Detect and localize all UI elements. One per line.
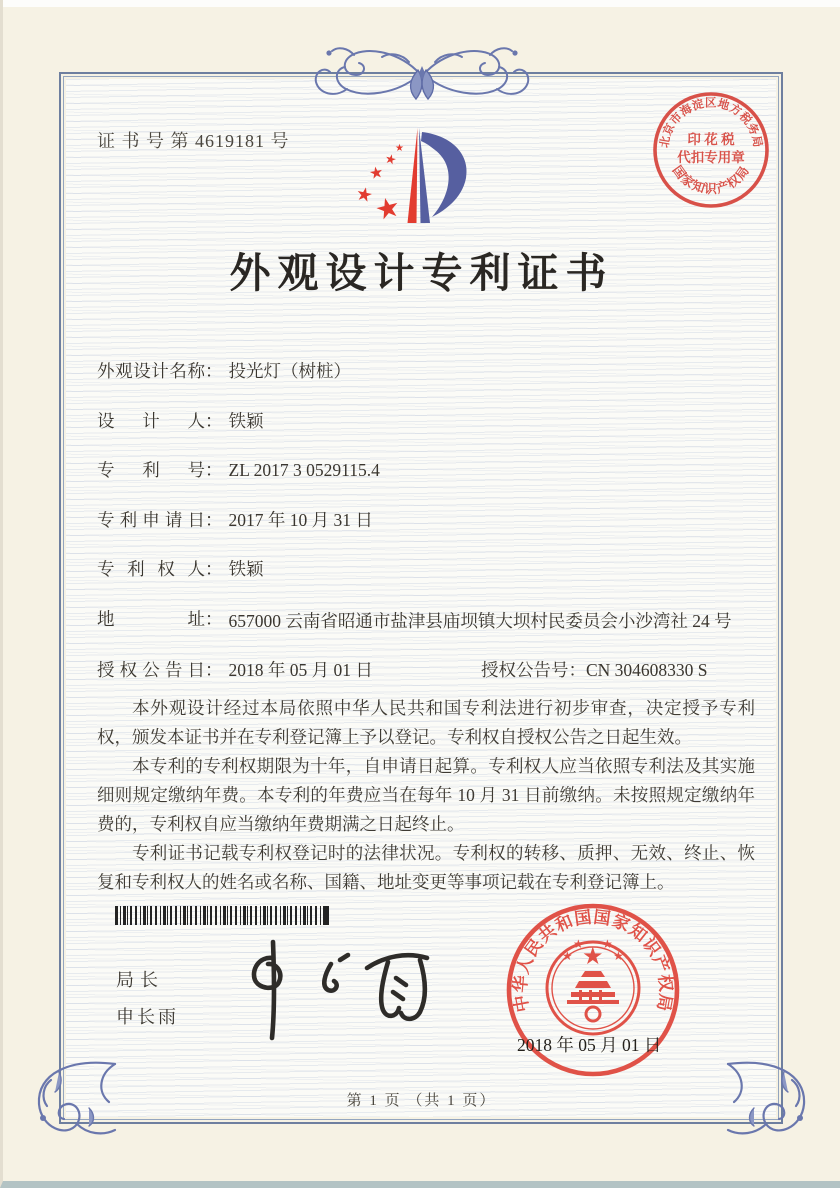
svg-text:★: ★ — [367, 164, 385, 184]
tax-stamp-ring-bottom: 国家知识产权局 — [669, 163, 753, 197]
svg-text:★: ★ — [562, 949, 573, 963]
director-title: 局长 — [116, 970, 164, 990]
cnipa-logo-icon — [351, 122, 487, 236]
field-label: 专利号 — [97, 460, 205, 480]
grant-number-value: CN 304608330 S — [586, 660, 708, 680]
barcode — [115, 906, 329, 925]
grant-date-value: 2018 年 05 月 01 日 — [228, 660, 373, 680]
field-label: 设计人 — [97, 410, 205, 431]
field-value: 657000 云南省昭通市盐津县庙坝镇大坝村民委员会小沙湾社 24 号 — [228, 610, 732, 631]
field-list — [97, 360, 767, 709]
body-paragraph: 本外观设计经过本局依照中华人民共和国专利法进行初步审查，决定授予专利权，颁发本证书并在专利登记簿上予以登记。专利权自授权公告之日起生效。 — [97, 698, 755, 747]
field-row-filing-date: 专利申请日： 2017 年 10 月 31 日 — [97, 509, 373, 530]
body-text — [97, 694, 755, 897]
signature-icon — [239, 938, 449, 1048]
field-value: 铁颖 — [228, 410, 264, 431]
field-label: 专利权人 — [97, 559, 205, 579]
svg-text:★: ★ — [371, 191, 404, 228]
grant-number-field: 授权公告号：CN 304608330 S — [481, 660, 708, 680]
field-label: 外观设计名称 — [97, 361, 205, 381]
certificate-title: 外观设计专利证书 — [229, 250, 614, 296]
field-row-address: 地址： 657000 云南省昭通市盐津县庙坝镇大坝村民委员会小沙湾社 24 号 — [97, 608, 767, 632]
field-value: 铁颖 — [228, 559, 264, 579]
svg-text:国家知识产权局 — [670, 163, 753, 196]
svg-text:★: ★ — [383, 150, 399, 168]
body-paragraph: 本专利的专利权期限为十年，自申请日起算。专利权人应当依照专利法及其实施细则规定缴纳年费。本专利的年费应当在每年 10 月 31 日前缴纳。未按照规定缴纳年费的，专利权自应当缴纳年费期满之日起终止。 — [97, 756, 755, 834]
tax-stamp-ring-top: 北京市海淀区地方税务局 — [658, 97, 764, 149]
svg-text:★: ★ — [573, 937, 584, 951]
field-row-patentee: 专利权人： 铁颖 — [97, 559, 264, 579]
svg-text:★: ★ — [353, 183, 375, 208]
svg-text:★: ★ — [602, 937, 613, 951]
page-number: 第 1 页 （共 1 页） — [346, 1093, 497, 1109]
svg-text:★: ★ — [613, 949, 624, 963]
svg-text:★: ★ — [582, 944, 604, 970]
field-label: 授权公告号 — [481, 660, 569, 680]
national-emblem-icon — [547, 937, 639, 1034]
field-value: 投光灯（树桩） — [228, 361, 351, 381]
body-paragraph: 专利证书记载专利权登记时的法律状况。专利权的转移、质押、无效、终止、恢复和专利权人的姓名或名称、国籍、地址变更等事项记载在专利登记簿上。 — [97, 843, 755, 892]
certificate-number: 证 书 号 第 4619181 号 — [97, 131, 290, 151]
field-value: ZL 2017 3 0529115.4 — [228, 460, 380, 480]
field-value: 2017 年 10 月 31 日 — [228, 509, 373, 530]
dragon-ornament-icon — [302, 40, 542, 104]
tax-stamp-seal — [647, 86, 775, 214]
field-row-patent-number: 专利号： ZL 2017 3 0529115.4 — [97, 460, 380, 480]
field-row-grant: 授权公告日： 2018 年 05 月 01 日 授权公告号：CN 304608330 S — [97, 660, 708, 680]
official-seal-ring-text: 中华人民共和国国家知识产权局 — [510, 907, 676, 1014]
field-label: 地址 — [97, 608, 205, 629]
tax-stamp-center-line1: 印 花 税 — [687, 132, 735, 147]
tax-stamp-center-line2: 代扣专用章 — [677, 150, 745, 165]
svg-text:★: ★ — [395, 143, 404, 154]
director-name: 申长雨 — [116, 1007, 179, 1027]
issue-date: 2018 年 05 月 01 日 — [517, 1035, 662, 1055]
field-row-designer: 设计人： 铁颖 — [97, 410, 264, 431]
field-row-design-name: 外观设计名称： 投光灯（树桩） — [97, 361, 351, 381]
field-label: 授权公告日 — [97, 660, 205, 680]
field-label: 专利申请日 — [97, 509, 205, 530]
